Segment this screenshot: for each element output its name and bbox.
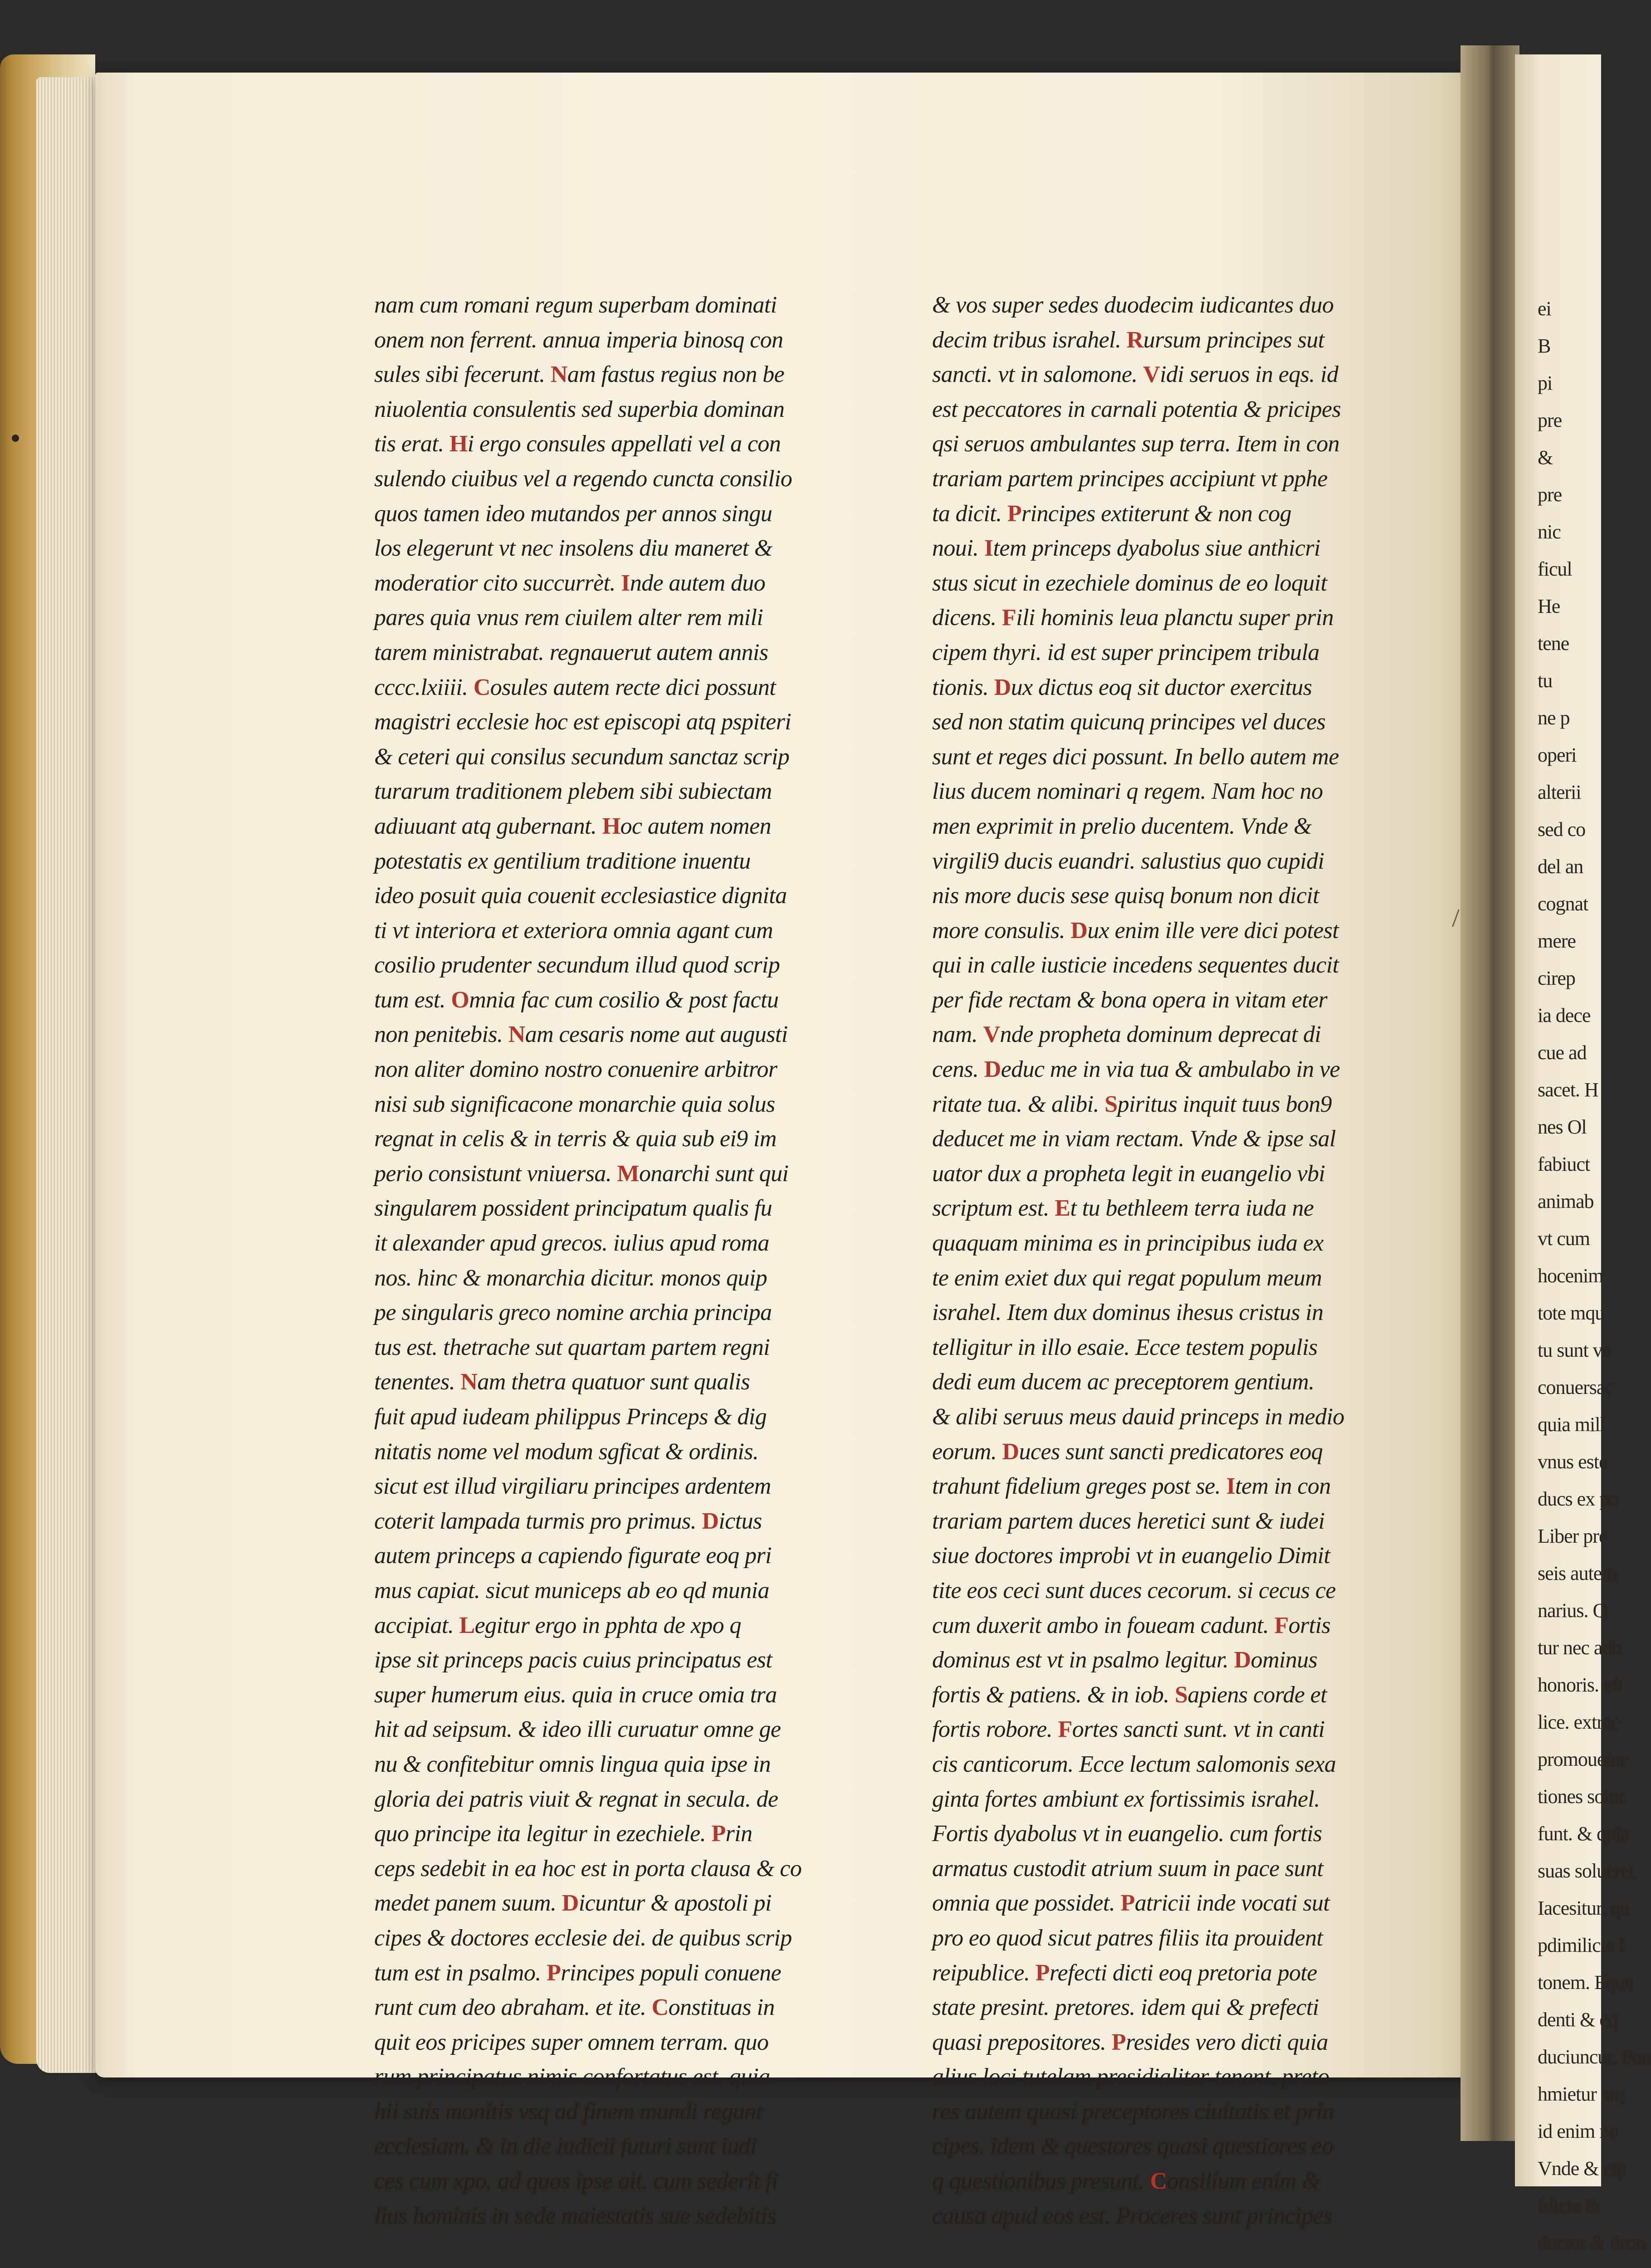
text-line: coterit lampada turmis pro primus. Dictus (374, 1508, 762, 1534)
facing-page-line: quia mill (1538, 1413, 1605, 1436)
text-line: lius ducem nominari q regem. Nam hoc no (932, 778, 1323, 805)
text-line: state presint. pretores. idem qui & prefecti (932, 1994, 1319, 2021)
facing-page-line: cue ad (1538, 1041, 1587, 1064)
text-line: gloria dei patris viuit & regnat in secula. de (374, 1786, 778, 1812)
text-line: eorum. Duces sunt sancti predicatores eoq (932, 1438, 1323, 1465)
rubricated-initial: C (473, 674, 490, 700)
rubricated-initial: O (451, 987, 469, 1013)
text-line: medet panem suum. Dicuntur & apostoli pi (374, 1890, 772, 1916)
facing-page-line: duciuncur. Fon (1538, 2046, 1651, 2068)
facing-page-line: tu (1538, 670, 1553, 692)
text-line: trariam partem duces heretici sunt & iudei (932, 1508, 1325, 1534)
text-line: tionis. Dux dictus eoq sit ductor exercitus (932, 674, 1312, 700)
text-line: cccc.lxiiii. Cosules autem recte dici possunt (374, 674, 776, 700)
facing-page-line: conuersac (1538, 1376, 1613, 1398)
facing-page-line: ia dece (1538, 1004, 1591, 1026)
text-line: res autem quasi preceptores ciuitatis et prin (932, 2098, 1334, 2125)
rubricated-initial: P (1111, 2029, 1126, 2055)
text-line: nam cum romani regum superbam dominati (374, 292, 777, 318)
facing-page-line: ei (1538, 298, 1551, 320)
facing-page-line: fdicta & (1538, 2195, 1600, 2217)
rubricated-initial: I (984, 535, 993, 562)
text-line: hit ad seipsum. & ideo illi curuatur omne ge (374, 1716, 781, 1743)
text-line: cens. Deduc me in via tua & ambulabo in ve (932, 1056, 1340, 1083)
text-line: nu & confitebitur omnis lingua quia ipse in (374, 1751, 771, 1777)
text-line: autem princeps a capiendo figurate eoq pri (374, 1543, 772, 1569)
text-line: non penitebis. Nam cesaris nome aut augusti (374, 1022, 788, 1048)
facing-page-line: ducs ex po (1538, 1488, 1619, 1510)
text-line: magistri ecclesie hoc est episcopi atq pspiteri (374, 709, 791, 735)
text-line: nitatis nome vel modum sgficat & ordinis. (374, 1438, 759, 1465)
rubricated-initial: D (1070, 917, 1088, 943)
text-line: sules sibi fecerunt. Nam fastus regius non be (374, 362, 785, 388)
text-line: scriptum est. Et tu bethleem terra iuda ne (932, 1195, 1314, 1222)
text-line: tarem ministrabat. regnauerut autem annis (374, 639, 768, 665)
facing-page-line: ductor & tiron (1538, 2232, 1646, 2254)
facing-page-line: vt cum (1538, 1227, 1590, 1250)
facing-page-line: tur nec adh (1538, 1637, 1622, 1659)
rubricated-initial: F (1274, 1612, 1289, 1638)
rubricated-initial: D (1234, 1647, 1251, 1673)
facing-page-line: Iacesitur. qu (1538, 1897, 1630, 1919)
text-line: ginta fortes ambiunt ex fortissimis israhel. (932, 1786, 1320, 1812)
rubricated-initial: D (994, 674, 1011, 700)
right-column-text (932, 288, 1388, 2234)
text-line: ritate tua. & alibi. Spiritus inquit tuus bon9 (932, 1091, 1332, 1117)
text-line: potestatis ex gentilium traditione inuentu (374, 848, 751, 874)
text-line: turarum traditionem plebem sibi subiectam (374, 778, 772, 805)
text-line: armatus custodit atrium suum in pace sunt (932, 1855, 1324, 1882)
text-line: pe singularis greco nomine archia principa (374, 1300, 772, 1326)
text-line: ideo posuit quia couenit ecclesiastice dignita (374, 883, 787, 909)
text-line: tis erat. Hi ergo consules appellati vel a con (374, 431, 781, 457)
facing-page-line: narius. Q (1538, 1599, 1607, 1622)
text-line: nis more ducis sese quisq bonum non dicit (932, 883, 1319, 909)
text-line: stus sicut in ezechiele dominus de eo loquit (932, 570, 1327, 596)
text-line: per fide rectam & bona opera in vitam eter (932, 987, 1328, 1013)
text-line: singularem possident principatum qualis fu (374, 1195, 772, 1222)
rubricated-initial: D (562, 1890, 579, 1916)
text-line: q questionibus presunt. Consilium enim & (932, 2168, 1320, 2195)
rubricated-initial: P (1007, 500, 1022, 527)
text-line: ta dicit. Principes extiterunt & non cog (932, 500, 1291, 527)
text-line: ceps sedebit in ea hoc est in porta clausa & co (374, 1855, 802, 1882)
rubricated-initial: D (702, 1508, 719, 1534)
facing-page-line: hocenim (1538, 1265, 1603, 1287)
text-line: & vos super sedes duodecim iudicantes duo (932, 292, 1334, 318)
facing-page-line: animab (1538, 1190, 1594, 1212)
facing-page-line: alterii (1538, 781, 1581, 803)
text-line: cipes. idem & questores quasi questiores eo (932, 2133, 1334, 2160)
facing-page-line: sacet. H (1538, 1079, 1598, 1101)
text-line: alius loci tutelam presidialiter tenent. preto (932, 2064, 1329, 2090)
text-line: runt cum deo abraham. et ite. Constituas in (374, 1994, 775, 2021)
text-line: omnia que possidet. Patricii inde vocati sut (932, 1890, 1330, 1916)
text-line: trariam partem principes accipiunt vt pphe (932, 465, 1328, 492)
facing-page-line: cognat (1538, 893, 1588, 915)
facing-page-line: lice. extrac (1538, 1711, 1620, 1733)
text-line: pares quia vnus rem ciuilem alter rem mili (374, 605, 763, 631)
text-line: nam. Vnde propheta dominum deprecat di (932, 1022, 1321, 1048)
text-line: sed non statim quicunq principes vel duces (932, 709, 1326, 735)
rubricated-initial: E (1055, 1195, 1070, 1222)
text-line: sancti. vt in salomone. Vidi seruos in eqs. id (932, 362, 1338, 388)
facing-page-line: id enim no (1538, 2120, 1619, 2142)
facing-page-line: pdimilicie I (1538, 1934, 1625, 1956)
facing-page-line: B (1538, 335, 1551, 357)
text-line: nisi sub significacone monarchie quia solus (374, 1091, 775, 1117)
text-line: est peccatores in carnali potentia & pricipes (932, 396, 1341, 422)
facing-page-line: mere (1538, 930, 1576, 952)
rubricated-initial: C (1150, 2168, 1167, 2195)
text-line: decim tribus israhel. Rursum principes sut (932, 327, 1324, 353)
facing-page-line: tonem. Eque (1538, 1971, 1634, 1994)
text-line: tite eos ceci sunt duces cecorum. si cecus ce (932, 1577, 1336, 1603)
text-line: cipes & doctores ecclesie dei. de quibus scrip (374, 1925, 792, 1951)
text-line: quo principe ita legitur in ezechiele. Prin (374, 1821, 752, 1847)
text-line: quaquam minima es in principibus iuda ex (932, 1230, 1324, 1256)
facing-page-line: nic (1538, 521, 1561, 543)
text-line: qui in calle iusticie incedens sequentes ducit (932, 952, 1339, 978)
rubricated-initial: R (1126, 327, 1143, 353)
text-line: quasi prepositores. Presides vero dicti quia (932, 2029, 1328, 2055)
facing-page (1515, 54, 1651, 2254)
text-line: fortis robore. Fortes sancti sunt. vt in canti (932, 1716, 1325, 1743)
facing-page-line: tu sunt ve (1538, 1339, 1611, 1361)
text-line: moderatior cito succurrèt. Inde autem duo (374, 570, 766, 596)
rubricated-initial: V (1143, 362, 1160, 388)
facing-page-line: ficul (1538, 558, 1572, 580)
facing-page-line: nes Ol (1538, 1116, 1587, 1138)
text-line: ti vt interiora et exteriora omnia agant cum (374, 917, 773, 943)
rubricated-initial: P (1120, 1890, 1135, 1916)
text-line: siue doctores improbi vt in euangelio Dimit (932, 1543, 1330, 1569)
facing-page-line: Vnde & cip (1538, 2157, 1627, 2180)
text-line: mus capiat. sicut municeps ab eo qd munia (374, 1577, 769, 1603)
text-line: nos. hinc & monarchia dicitur. monos quip (374, 1265, 767, 1291)
rubricated-initial: H (449, 431, 468, 457)
facing-page-line: tene (1538, 632, 1569, 655)
text-line: deducet me in viam rectam. Vnde & ipse sal (932, 1126, 1336, 1152)
rubricated-initial: P (1035, 1960, 1050, 1986)
text-line: telligitur in illo esaie. Ecce testem populis (932, 1334, 1318, 1360)
rubricated-initial: L (459, 1612, 475, 1638)
facing-page-line: He (1538, 595, 1560, 617)
text-line: quit eos pricipes super omnem terram. quo (374, 2029, 769, 2055)
facing-page-line: ne p (1538, 707, 1570, 729)
rubricated-initial: P (547, 1960, 561, 1986)
text-line: rum principatus nimis confortatus est. quia (374, 2064, 770, 2090)
rubricated-initial: D (1002, 1438, 1019, 1465)
text-line: sicut est illud virgiliaru principes ardentem (374, 1473, 771, 1500)
facing-page-line: seis autem (1538, 1562, 1617, 1584)
text-line: sulendo ciuibus vel a regendo cuncta consilio (374, 465, 792, 492)
text-line: sunt et reges dici possunt. In bello autem me (932, 743, 1339, 770)
text-line: non aliter domino nostro conuenire arbitror (374, 1056, 777, 1083)
page-edges (36, 77, 104, 2073)
book-gutter (1460, 45, 1519, 2141)
text-line: ecclesiam. & in die iudicii futuri sunt iudi (374, 2133, 757, 2160)
rubricated-initial: I (1226, 1473, 1236, 1500)
text-line: accipiat. Legitur ergo in pphta de xpo q (374, 1612, 741, 1638)
text-line: hii suis monitis vsq ad finem mundi regunt (374, 2098, 762, 2125)
facing-page-line (1538, 2262, 1610, 2268)
text-line: regnat in celis & in terris & quia sub ei9 im (374, 1126, 777, 1152)
text-line: men exprimit in prelio ducentem. Vnde & (932, 813, 1312, 839)
facing-page-line: funt. & quia (1538, 1823, 1629, 1845)
facing-page-line: hmietur atq (1538, 2083, 1624, 2105)
text-line: noui. Item princeps dyabolus siue anthicri (932, 535, 1320, 562)
text-line: cosilio prudenter secundum illud quod scrip (374, 952, 780, 978)
facing-page-line: del an (1538, 855, 1583, 878)
text-line: onem non ferrent. annua imperia binosq con (374, 327, 783, 353)
text-line: cis canticorum. Ecce lectum salomonis sexa (932, 1751, 1336, 1777)
text-line: super humerum eius. quia in cruce omia tra (374, 1681, 777, 1708)
text-line: quos tamen ideo mutandos per annos singu (374, 500, 772, 527)
facing-page-line: denti & eq (1538, 2009, 1617, 2031)
facing-page-text (1538, 290, 1651, 2268)
facing-page-line: sed co (1538, 818, 1586, 841)
text-line: te enim exiet dux qui regat populum meum (932, 1265, 1322, 1291)
text-line: tum est in psalmo. Principes populi conuene (374, 1960, 782, 1986)
text-line: adiuuant atq gubernant. Hoc autem nomen (374, 813, 771, 839)
text-line: lius hominis in sede maiestatis sue sedebitis (374, 2203, 776, 2229)
facing-page-line: & (1538, 446, 1553, 469)
facing-page-line: cirep (1538, 967, 1575, 989)
rubricated-initial: S (1104, 1091, 1118, 1117)
text-line: ces cum xpo. ad quos ipse ait. cum sederit fi (374, 2168, 778, 2195)
text-line: virgili9 ducis euandri. salustius quo cupidi (932, 848, 1324, 874)
facing-page-line: vnus este (1538, 1451, 1607, 1473)
text-line: cipem thyri. id est super principem tribula (932, 639, 1319, 665)
facing-page-line: operi (1538, 744, 1577, 766)
text-line: dedi eum ducem ac preceptorem gentium. (932, 1369, 1314, 1395)
text-line: ipse sit princeps pacis cuius principatus est (374, 1647, 772, 1673)
rubricated-initial: F (1002, 605, 1016, 631)
text-line: more consulis. Dux enim ille vere dici potest (932, 917, 1339, 943)
left-column-text (374, 288, 850, 2234)
text-line: fuit apud iudeam philippus Princeps & dig (374, 1404, 767, 1430)
text-line: tum est. Omnia fac cum cosilio & post factu (374, 987, 779, 1013)
text-line: niuolentia consulentis sed superbia dominan (374, 396, 785, 422)
rubricated-initial: P (711, 1821, 726, 1847)
text-line: fortis & patiens. & in iob. Sapiens corde et (932, 1681, 1327, 1708)
text-line: Fortis dyabolus vt in euangelio. cum fortis (932, 1821, 1322, 1847)
text-line: perio consistunt vniuersa. Monarchi sunt qui (374, 1160, 789, 1187)
rubricated-initial: S (1175, 1681, 1188, 1708)
rubricated-initial: H (602, 813, 620, 839)
text-line: dicens. Fili hominis leua planctu super prin (932, 605, 1334, 631)
rubricated-initial: V (983, 1022, 1000, 1048)
text-line: & alibi seruus meus dauid princeps in medio (932, 1404, 1344, 1430)
text-line: & ceteri qui consilus secundum sanctaz scrip (374, 743, 790, 770)
facing-page-line: pi (1538, 372, 1553, 394)
facing-page-line: pre (1538, 484, 1562, 506)
text-line: tenentes. Nam thetra quatuor sunt qualis (374, 1369, 750, 1395)
facing-page-line: pre (1538, 409, 1562, 431)
text-line: pro eo quod sicut patres filiis ita prouident (932, 1925, 1323, 1951)
rubricated-initial: N (460, 1369, 478, 1395)
text-line: cum duxerit ambo in foueam cadunt. Fortis (932, 1612, 1331, 1638)
text-line: trahunt fidelium greges post se. Item in con (932, 1473, 1331, 1500)
facing-page-line: suas solueret (1538, 1860, 1635, 1882)
rubricated-initial: N (550, 362, 567, 388)
text-line: uator dux a propheta legit in euangelio vbi (932, 1160, 1325, 1187)
facing-page-line: promouetur (1538, 1748, 1627, 1770)
facing-page-line: fabiuct (1538, 1153, 1590, 1175)
facing-page-line: honoris. eft (1538, 1674, 1623, 1696)
facing-page-line: Liber pre (1538, 1525, 1607, 1547)
text-line: causa apud eos est. Proceres sunt principes (932, 2203, 1332, 2229)
rubricated-initial: N (508, 1022, 525, 1048)
text-line: qsi seruos ambulantes sup terra. Item in con (932, 431, 1339, 457)
text-line: reipublice. Prefecti dicti eoq pretoria pote (932, 1960, 1317, 1986)
facing-page-line: tote mqu (1538, 1302, 1605, 1324)
text-line: los elegerunt vt nec insolens diu maneret & (374, 535, 772, 562)
text-line: it alexander apud grecos. iulius apud roma (374, 1230, 769, 1256)
ink-spot (12, 435, 19, 442)
rubricated-initial: C (651, 1994, 669, 2021)
text-line: israhel. Item dux dominus ihesus cristus in (932, 1300, 1324, 1326)
facing-page-line: tiones solut (1538, 1785, 1624, 1808)
rubricated-initial: F (1058, 1716, 1072, 1743)
rubricated-initial: D (984, 1056, 1001, 1083)
text-line: dominus est vt in psalmo legitur. Dominus (932, 1647, 1318, 1673)
text-line: tus est. thetrache sut quartam partem regni (374, 1334, 770, 1360)
rubricated-initial: M (617, 1160, 640, 1187)
rubricated-initial: I (621, 570, 630, 596)
